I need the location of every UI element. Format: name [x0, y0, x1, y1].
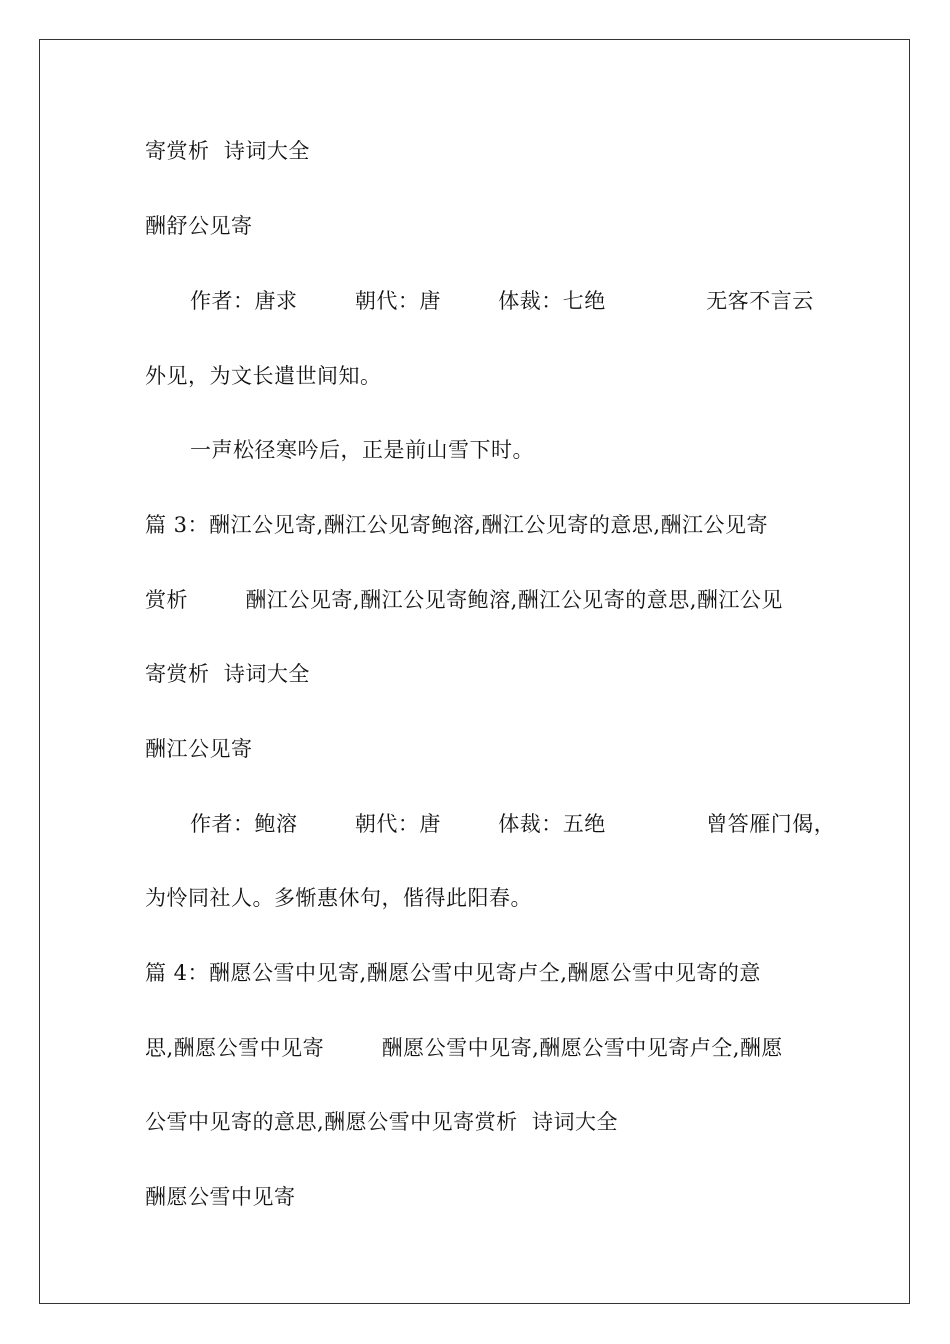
section-heading-line: 赏析 酬江公见寄,酬江公见寄鲍溶,酬江公见寄的意思,酬江公见	[145, 588, 783, 612]
poem-title: 酬愿公雪中见寄	[145, 1185, 296, 1209]
section-heading-line: 篇 3：酬江公见寄,酬江公见寄鲍溶,酬江公见寄的意思,酬江公见寄	[145, 513, 769, 537]
poem-title: 酬江公见寄	[145, 737, 253, 761]
section-heading-line: 思,酬愿公雪中见寄 酬愿公雪中见寄,酬愿公雪中见寄卢仝,酬愿	[145, 1036, 783, 1060]
poem-text-line: 一声松径寒吟后，正是前山雪下时。	[190, 438, 534, 462]
text-line: 寄赏析 诗词大全	[145, 139, 310, 163]
section-heading-line: 寄赏析 诗词大全	[145, 662, 310, 686]
poem-meta-line: 作者：唐求 朝代：唐 体裁：七绝 无客不言云	[190, 289, 814, 313]
section-heading-line: 公雪中见寄的意思,酬愿公雪中见寄赏析 诗词大全	[145, 1110, 619, 1134]
section-heading-line: 篇 4：酬愿公雪中见寄,酬愿公雪中见寄卢仝,酬愿公雪中见寄的意	[145, 961, 761, 985]
poem-meta-line: 作者：鲍溶 朝代：唐 体裁：五绝 曾答雁门偈，	[190, 812, 836, 836]
poem-text-line: 为怜同社人。多惭惠休句，偕得此阳春。	[145, 886, 532, 910]
poem-text-line: 外见，为文长遣世间知。	[145, 364, 382, 388]
poem-title: 酬舒公见寄	[145, 214, 253, 238]
